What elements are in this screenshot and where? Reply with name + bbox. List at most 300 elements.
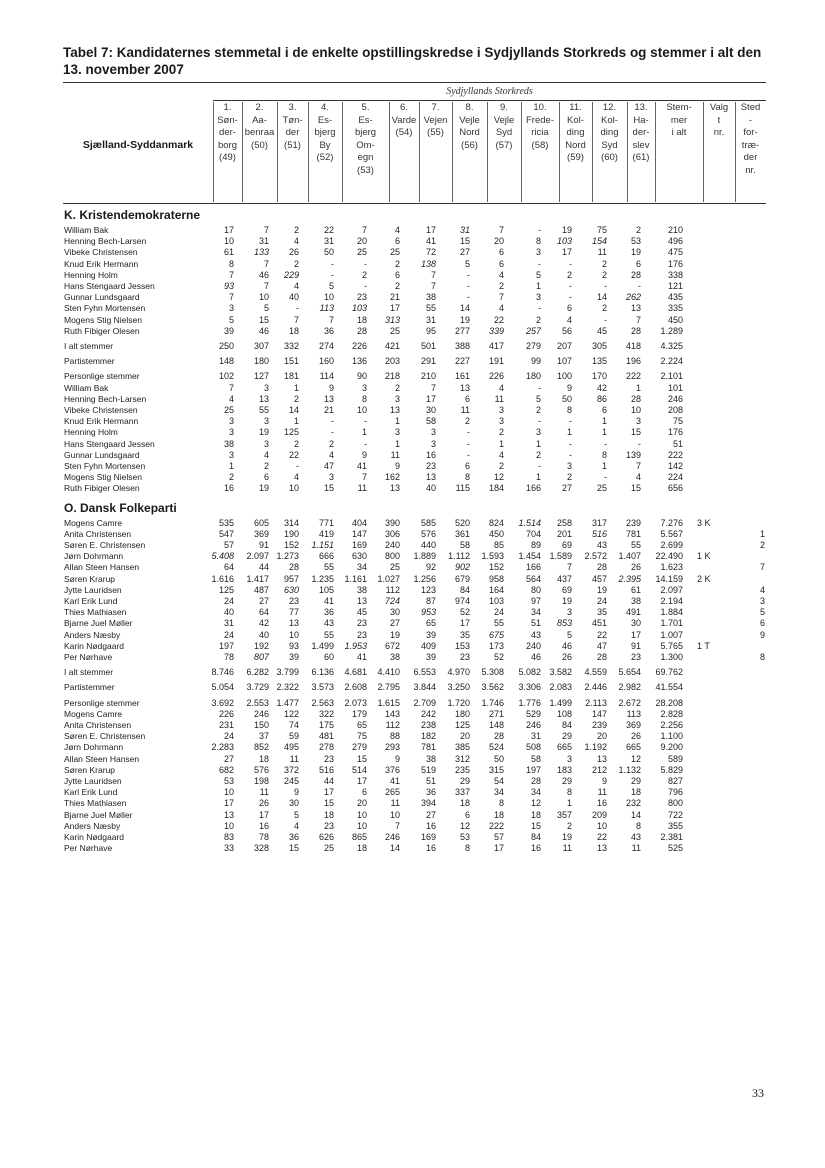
table-cell: 51 <box>672 438 683 449</box>
table-cell: 279 <box>525 341 541 351</box>
table-cell: - <box>604 281 607 291</box>
table-cell: 190 <box>283 528 299 539</box>
table-cell: 800 <box>384 551 400 562</box>
table-cell: 475 <box>667 247 683 258</box>
table-cell: 75 <box>596 225 607 235</box>
table-cell: 13 <box>459 382 470 393</box>
table-cell: 23 <box>425 461 436 471</box>
table-cell: 50 <box>561 393 572 404</box>
table-cell: 1 <box>394 416 400 427</box>
row-label: Per Nørhave <box>64 843 113 854</box>
table-cell: 180 <box>454 708 470 719</box>
table-cell: 27 <box>459 247 470 258</box>
table-cell: 271 <box>488 708 504 719</box>
table-cell: 180 <box>525 371 541 382</box>
table-cell: 529 <box>525 708 541 719</box>
table-cell: 953 <box>420 607 436 618</box>
table-cell: 450 <box>667 314 683 325</box>
table-cell: 3 <box>498 405 504 415</box>
table-cell: 3 <box>635 416 641 427</box>
table-cell: 240 <box>384 540 400 550</box>
table-cell: 28 <box>530 776 541 786</box>
row-label: Søren Krarup <box>64 573 116 584</box>
table-cell: 34 <box>493 787 504 798</box>
table-cell: 61 <box>630 584 641 595</box>
table-cell: 239 <box>591 720 607 730</box>
table-cell: 84 <box>530 832 541 842</box>
table-cell: 13 <box>389 405 400 415</box>
table-cell: 1.953 <box>344 640 367 651</box>
table-cell: 5.408 <box>211 551 234 562</box>
table-cell: 22 <box>323 225 334 235</box>
column-header-7: 7. Vejen (55) <box>423 102 448 138</box>
table-cell: 481 <box>318 731 334 742</box>
table-cell: 21 <box>389 292 400 303</box>
table-cell: 10 <box>356 405 367 415</box>
table-cell: 64 <box>258 607 269 618</box>
table-cell: 11 <box>494 393 504 404</box>
table-cell: 1.720 <box>447 697 470 708</box>
table-cell: 291 <box>420 356 436 367</box>
table-cell: 865 <box>351 832 367 842</box>
table-cell: 421 <box>384 341 400 351</box>
table-cell: 4 <box>228 393 234 404</box>
table-cell: 176 <box>667 427 683 438</box>
table-cell: 2.709 <box>413 697 436 708</box>
table-cell: 65 <box>425 618 436 629</box>
table-cell: 451 <box>591 618 607 629</box>
table-cell: 191 <box>488 356 504 367</box>
table-cell: 23 <box>630 652 641 662</box>
table-cell: 5.082 <box>518 667 541 678</box>
table-cell: 164 <box>488 584 504 595</box>
table-cell: 7 <box>430 281 436 291</box>
table-cell: 1.499 <box>311 640 334 651</box>
table-cell: 74 <box>288 720 299 730</box>
table-cell: 6 <box>464 809 470 820</box>
table-cell: - <box>538 416 541 427</box>
substitute-number: 2 <box>760 540 766 550</box>
table-cell: 335 <box>667 303 683 314</box>
table-cell: 201 <box>556 528 572 539</box>
table-cell: 672 <box>384 640 400 651</box>
table-cell: 28 <box>493 731 504 742</box>
table-cell: 1.616 <box>211 573 234 584</box>
page-number: 33 <box>752 1086 764 1100</box>
table-cell: 14 <box>288 405 299 415</box>
table-cell: 4 <box>293 820 299 831</box>
table-cell: 2.113 <box>585 697 607 708</box>
table-cell: 2.097 <box>660 584 683 595</box>
table-cell: 1.192 <box>584 742 607 753</box>
table-cell: 13 <box>596 753 607 764</box>
table-cell: 24 <box>596 596 607 606</box>
table-cell: 7 <box>498 292 504 303</box>
table-cell: 99 <box>530 356 541 367</box>
table-cell: 27 <box>258 596 269 606</box>
table-cell: 1 <box>498 438 504 449</box>
table-cell: 10 <box>288 483 299 494</box>
table-cell: 44 <box>258 562 269 573</box>
table-cell: - <box>538 258 541 269</box>
table-cell: 332 <box>283 341 299 351</box>
table-cell: 8 <box>464 843 470 854</box>
table-cell: 278 <box>318 742 334 753</box>
table-cell: 338 <box>667 269 683 280</box>
table-cell: 22 <box>288 449 299 460</box>
table-cell: 15 <box>630 427 641 438</box>
table-cell: 245 <box>283 776 299 786</box>
table-cell: 93 <box>223 281 234 291</box>
table-cell: 7 <box>430 269 436 280</box>
table-cell: 36 <box>425 787 436 798</box>
table-cell: 277 <box>454 325 470 336</box>
table-cell: 1.112 <box>448 551 470 562</box>
table-cell: 1 <box>635 382 641 393</box>
row-label: Vibeke Christensen <box>64 405 138 415</box>
table-cell: 152 <box>488 562 504 573</box>
row-label: Mogens Stig Nielsen <box>64 314 142 325</box>
table-cell: 27 <box>223 753 234 764</box>
table-cell: 226 <box>488 371 504 382</box>
table-cell: 3 <box>498 416 504 427</box>
table-cell: 58 <box>425 416 436 427</box>
table-cell: 6 <box>263 472 269 483</box>
table-cell: 18 <box>356 843 367 854</box>
table-cell: 2 <box>293 393 299 404</box>
table-cell: 1.027 <box>377 573 400 584</box>
table-cell: 666 <box>318 551 334 562</box>
table-cell: 53 <box>459 832 470 842</box>
table-cell: 84 <box>561 720 572 730</box>
table-cell: 40 <box>288 292 299 303</box>
table-cell: 11 <box>460 405 470 415</box>
table-cell: 1 <box>535 472 541 483</box>
table-cell: 675 <box>488 629 504 640</box>
table-cell: 25 <box>323 843 334 854</box>
table-cell: 3 <box>328 472 334 483</box>
row-label: Henning Holm <box>64 427 118 438</box>
table-cell: 6 <box>498 247 504 258</box>
table-cell: - <box>467 438 470 449</box>
table-cell: 22 <box>493 314 504 325</box>
table-cell: 40 <box>425 483 436 494</box>
row-label: Karl Erik Lund <box>64 787 118 798</box>
table-cell: 13 <box>288 618 299 629</box>
table-cell: 7 <box>228 382 234 393</box>
table-cell: - <box>538 303 541 314</box>
table-cell: 54 <box>493 776 504 786</box>
table-cell: 31 <box>425 314 436 325</box>
table-cell: 5 <box>535 269 541 280</box>
table-cell: 113 <box>319 303 334 314</box>
row-label: Gunnar Lundsgaard <box>64 449 140 460</box>
table-cell: 665 <box>556 742 572 753</box>
table-cell: 51 <box>425 776 436 786</box>
row-label: Anita Christensen <box>64 720 132 730</box>
table-cell: 13 <box>425 472 436 483</box>
table-cell: 212 <box>591 764 607 775</box>
table-cell: 25 <box>596 483 607 494</box>
table-cell: 257 <box>525 325 541 336</box>
table-cell: 16 <box>258 820 269 831</box>
table-cell: 226 <box>351 341 367 351</box>
table-cell: 3 <box>263 416 269 427</box>
table-cell: 28 <box>596 652 607 662</box>
table-cell: 69.762 <box>655 667 683 678</box>
row-label: Bjarne Juel Møller <box>64 618 133 629</box>
row-label: Sten Fyhn Mortensen <box>64 303 146 314</box>
table-cell: - <box>467 449 470 460</box>
table-cell: 7 <box>228 269 234 280</box>
table-cell: 55 <box>258 405 269 415</box>
table-cell: 2.982 <box>618 682 641 693</box>
column-header-8: 8. Vejle Nord (56) <box>459 102 480 151</box>
table-cell: 369 <box>253 528 269 539</box>
table-cell: 25 <box>389 562 400 573</box>
table-cell: 16 <box>425 449 436 460</box>
table-cell: 37 <box>258 731 269 742</box>
table-cell: 91 <box>258 540 269 550</box>
table-cell: - <box>296 461 299 471</box>
table-cell: 394 <box>420 798 436 809</box>
table-cell: 17 <box>223 225 234 235</box>
table-cell: 8.746 <box>211 667 234 678</box>
table-cell: 1 <box>601 416 607 427</box>
table-cell: 218 <box>384 371 400 382</box>
table-cell: 8 <box>566 787 572 798</box>
table-cell: 226 <box>218 708 234 719</box>
table-cell: 91 <box>630 640 641 651</box>
table-cell: 19 <box>258 427 269 438</box>
table-cell: 11 <box>390 449 400 460</box>
table-cell: 376 <box>384 764 400 775</box>
row-label: Mogens Camre <box>64 517 123 528</box>
table-cell: 210 <box>420 371 436 382</box>
table-cell: 17 <box>459 618 470 629</box>
row-label: Jørn Dohrmann <box>64 551 124 562</box>
table-cell: 2 <box>535 405 541 415</box>
table-cell: 18 <box>288 325 299 336</box>
table-cell: 656 <box>667 483 683 494</box>
table-cell: 9.200 <box>660 742 683 753</box>
table-cell: 19 <box>561 596 572 606</box>
table-cell: 53 <box>630 236 641 247</box>
table-cell: - <box>604 438 607 449</box>
table-cell: 112 <box>385 584 400 595</box>
table-cell: 6.282 <box>246 667 269 678</box>
table-cell: 95 <box>425 325 436 336</box>
table-cell: 5 <box>566 629 572 640</box>
table-cell: 1.889 <box>413 551 436 562</box>
table-cell: 19 <box>258 483 269 494</box>
table-cell: 3 <box>430 427 436 438</box>
table-cell: 4 <box>498 382 504 393</box>
substitute-number: 9 <box>760 629 766 640</box>
table-cell: 495 <box>283 742 299 753</box>
table-cell: 704 <box>525 528 541 539</box>
table-cell: 40 <box>258 629 269 640</box>
table-cell: 7 <box>328 314 334 325</box>
table-cell: 902 <box>454 562 470 573</box>
table-cell: 679 <box>454 573 470 584</box>
table-cell: 4.681 <box>344 667 367 678</box>
table-cell: 305 <box>591 341 607 351</box>
elected-marker: 1 K <box>697 551 711 562</box>
table-cell: 23 <box>323 753 334 764</box>
table-cell: 17 <box>258 809 269 820</box>
table-cell: 232 <box>625 798 641 809</box>
table-cell: 142 <box>667 461 683 471</box>
column-header-6: 6. Varde (54) <box>391 102 417 138</box>
table-cell: 15 <box>323 483 334 494</box>
table-cell: 40 <box>223 607 234 618</box>
party-heading: K. Kristendemokraterne <box>64 208 201 222</box>
table-cell: 16 <box>425 820 436 831</box>
table-cell: 166 <box>525 483 541 494</box>
table-cell: 1.273 <box>276 551 299 562</box>
table-cell: 6 <box>464 461 470 471</box>
column-header-14: Stem- mer i alt <box>666 102 692 138</box>
table-cell: 170 <box>591 371 607 382</box>
table-cell: 229 <box>283 269 299 280</box>
table-cell: - <box>538 382 541 393</box>
table-cell: 14 <box>389 843 400 854</box>
table-cell: 55 <box>425 303 436 314</box>
table-cell: 29 <box>561 776 572 786</box>
table-cell: 3 <box>535 247 541 258</box>
table-cell: 50 <box>493 753 504 764</box>
table-cell: 4 <box>328 449 334 460</box>
table-cell: 242 <box>420 708 436 719</box>
table-cell: 2 <box>566 269 572 280</box>
table-cell: 100 <box>556 371 572 382</box>
table-cell: 265 <box>384 787 400 798</box>
table-cell: 3.582 <box>549 667 572 678</box>
table-cell: 13 <box>630 303 641 314</box>
table-cell: 274 <box>318 341 334 351</box>
table-cell: - <box>569 292 572 303</box>
table-cell: 2.322 <box>276 682 299 693</box>
table-cell: 419 <box>318 528 334 539</box>
table-cell: 2 <box>293 438 299 449</box>
row-label: Hans Stengaard Jessen <box>64 281 155 291</box>
table-cell: 781 <box>420 742 436 753</box>
column-divider <box>487 102 488 202</box>
table-cell: 5.567 <box>660 528 683 539</box>
table-cell: 6 <box>601 405 607 415</box>
storkreds-label: Sydjyllands Storkreds <box>446 86 533 97</box>
column-header-10: 10. Frede- ricia (58) <box>526 102 554 151</box>
table-cell: 7 <box>635 461 641 471</box>
table-cell: 30 <box>389 607 400 618</box>
table-cell: 19 <box>596 584 607 595</box>
table-cell: 44 <box>323 776 334 786</box>
table-cell: 781 <box>625 528 641 539</box>
table-cell: 50 <box>323 247 334 258</box>
row-label: Sten Fyhn Mortensen <box>64 461 146 471</box>
table-cell: 246 <box>384 832 400 842</box>
table-cell: 7 <box>263 281 269 291</box>
table-cell: 147 <box>591 708 607 719</box>
table-cell: 2 <box>394 382 400 393</box>
table-cell: 491 <box>625 607 641 618</box>
table-cell: 21 <box>323 405 334 415</box>
table-cell: 52 <box>493 652 504 662</box>
table-cell: 87 <box>425 596 436 606</box>
table-cell: 576 <box>253 764 269 775</box>
table-cell: 7 <box>361 472 367 483</box>
table-cell: 7 <box>361 225 367 235</box>
table-cell: 2.194 <box>660 596 683 606</box>
row-label: Jytte Lauridsen <box>64 776 122 786</box>
table-cell: 169 <box>351 540 367 550</box>
table-cell: 7 <box>293 314 299 325</box>
table-cell: 101 <box>667 382 683 393</box>
table-cell: 1.589 <box>549 551 572 562</box>
table-cell: 3 <box>263 382 269 393</box>
table-cell: 161 <box>454 371 470 382</box>
table-cell: 957 <box>283 573 299 584</box>
row-label: Gunnar Lundsgaard <box>64 292 140 303</box>
table-cell: 38 <box>630 596 641 606</box>
table-cell: 160 <box>318 356 334 367</box>
table-cell: 4 <box>498 449 504 460</box>
table-cell: 9 <box>566 382 572 393</box>
table-cell: 64 <box>223 562 234 573</box>
table-cell: 108 <box>556 708 572 719</box>
table-cell: 2 <box>566 472 572 483</box>
table-cell: 182 <box>420 731 436 742</box>
table-cell: 293 <box>384 742 400 753</box>
table-cell: 28 <box>630 393 641 404</box>
table-cell: 361 <box>454 528 470 539</box>
table-cell: 93 <box>288 640 299 651</box>
row-label: Hans Stengaard Jessen <box>64 438 155 449</box>
column-divider <box>242 102 243 202</box>
table-cell: 7 <box>228 292 234 303</box>
table-cell: 31 <box>258 236 269 247</box>
table-cell: 23 <box>323 820 334 831</box>
table-cell: 1.151 <box>311 540 334 550</box>
table-cell: - <box>331 258 334 269</box>
table-cell: 19 <box>630 247 641 258</box>
table-cell: 2.572 <box>584 551 607 562</box>
table-cell: 39 <box>223 325 234 336</box>
substitute-number: 4 <box>760 584 766 595</box>
table-cell: 78 <box>258 832 269 842</box>
table-cell: 103 <box>556 236 572 247</box>
table-cell: 369 <box>625 720 641 730</box>
table-cell: 2 <box>635 225 641 235</box>
column-header-2: 2. Aa- benraa (50) <box>244 102 275 151</box>
table-cell: 2.795 <box>377 682 400 693</box>
table-cell: 180 <box>253 356 269 367</box>
row-label: William Bak <box>64 382 109 393</box>
table-cell: 9 <box>293 787 299 798</box>
table-cell: 6.136 <box>311 667 334 678</box>
table-cell: 125 <box>283 427 299 438</box>
table-cell: 240 <box>525 640 541 651</box>
table-cell: 11 <box>631 843 641 854</box>
table-cell: 58 <box>530 753 541 764</box>
substitute-number: 8 <box>760 652 766 662</box>
table-cell: 1 <box>361 427 367 438</box>
table-cell: 102 <box>218 371 234 382</box>
table-cell: 16 <box>223 483 234 494</box>
table-cell: 328 <box>253 843 269 854</box>
table-cell: 136 <box>351 356 367 367</box>
